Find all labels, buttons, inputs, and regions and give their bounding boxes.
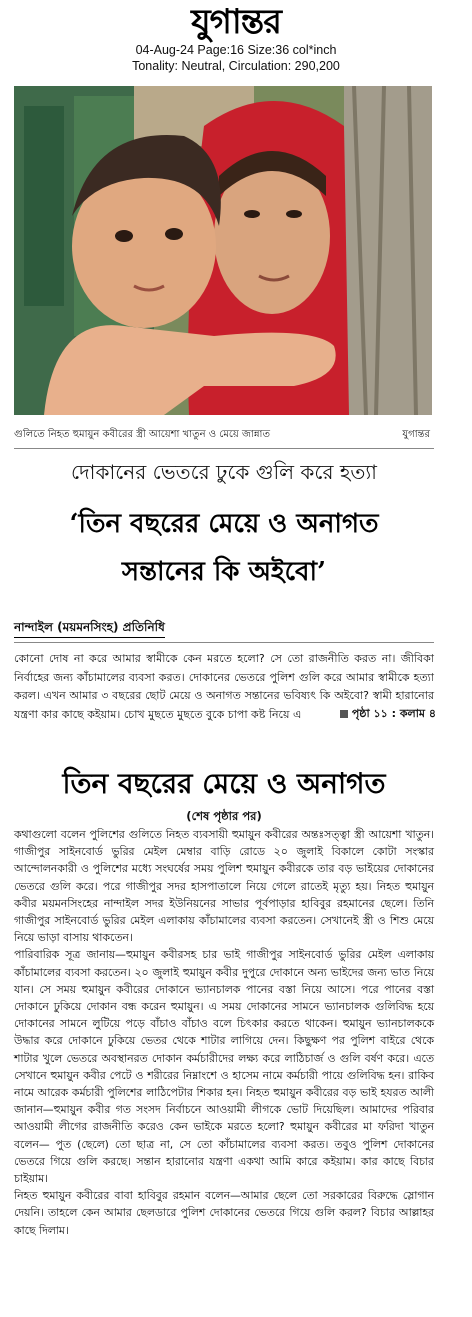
news-photo: [14, 86, 432, 415]
body-paragraph: নিহত হুমায়ুন কবীরের বাবা হাবিবুর রহমান বলেন—আমার ছেলে তো সরকারের বিরুদ্ধে স্লোগান দেয়নি। তাহলে কেন আমার ছেলডারে পুলিশ দোকানের ভেতরে গিয়ে গুলি করল? বিচার আল্লাহর কাছে দিলাম।: [14, 1189, 434, 1237]
square-bullet-icon: [340, 710, 348, 718]
photo-caption: [14, 428, 434, 442]
divider: [14, 448, 434, 449]
body-paragraph: পারিবারিক সূত্র জানায়—হুমায়ুন কবীরসহ চার ভাই গাজীপুর সাইনবোর্ড ভুরির মেইল এলাকায় কাঁচামালের ব্যবসা করতেন। ২০ জুলাই হুমায়ুন কবীর দুপুরে দোকানে অন্য ভাইদের জন্য ভাত নিয়ে যান। সে সময় হুমায়ুন কবীরের দোকানে ভ্যানচালক পানের বস্তা নিয়ে আসে। পরে পানের বস্তা দোকানে ঢুকিয়ে দোকান বন্ধ করেন হুমায়ুন। এ সময় দোকানের সামনে ভ্যানচালক গুলিবিদ্ধ হয়ে দোকানের সামনে লুটিয়ে পড়ে বাঁচাও বাঁচাও বলে চিৎকার করতে থাকেন। হুমায়ুন ভ্যানচালককে উদ্ধার করে দোকানে ঢুকিয়ে ভেতর থেকে শাটার লাগিয়ে দেন। কিছুক্ষণ পর পুলিশ বাইরে থেকে শাটার খুলে ভেতরে অবস্থানরত দোকান কর্মচারীদের লক্ষ্য করে লাঠিচার্জ ও গুলি বর্ষণ করে। এতে সেখানে হুমায়ুন কবীর পেটে ও শরীরের নিম্নাংশে ও হাসেম নামে কর্মচারী পায়ে গুলিবিদ্ধ হন। রাকিব নামে আরেক কর্মচারী পুলিশের লাঠিপেটার শিকার হন। নিহত হুমায়ুন কবীরের বড় ভাই হযরত আলী জানান—হুমায়ুন কবীর গত সংসদ নির্বাচনে আওয়ামী লীগকে ভোট দিয়েছিল। আমাদের পরিবার আওয়ামী লীগের রাজনীতি করেও কেন ভাইকে মরতে হলো? হুমায়ুন কবীরের মা ফরিদা খাতুন বলেন— পুত (ছেলে) তো ছাত্র না, সে তো কাঁচামালের ব্যবসা করত। তবুও পুলিশ দোকানের ভেতরে গিয়ে গুলি করছে। সন্তান হারানোর যন্ত্রণা একথা আমি কারে কইয়াম। কার কাছে বিচার চাইয়াম।: [14, 948, 434, 1186]
jump-text: পৃষ্ঠা ১১ : কলাম ৪: [351, 707, 436, 720]
caption-text: গুলিতে নিহত হুমায়ুন কবীরের স্ত্রী আয়েশা খাতুন ও মেয়ে জান্নাত: [14, 429, 270, 440]
continuation-title: তিন বছরের মেয়ে ও অনাগত: [62, 767, 386, 800]
headline-line-1: ‘তিন বছরের মেয়ে ও অনাগত: [69, 509, 379, 539]
photo-mother-and-child-icon: [14, 86, 432, 415]
headline-line-2: সন্তানের কি অইবো’: [121, 557, 327, 587]
clip-meta-line1: 04-Aug-24 Page:16 Size:36 col*inch: [135, 43, 337, 57]
main-headline: [14, 500, 434, 596]
lead-paragraph: কোনো দোষ না করে আমার স্বামীকে কেন মরতে হলো? সে তো রাজনীতি করত না। জীবিকা নির্বাহের জন্য কাঁচামালের ব্যবসা করত। দোকানের ভেতরে পুলিশ গুলি করে আমার স্বামীকে হত্যা করল। এখন আমার ৩ বছরের ছোট মেয়ে ও অনাগত সন্তানের ভবিষ্যৎ কি অইবো? স্বামী হারানোর যন্ত্রণা কার কাছে কইয়াম। চোখ মুছতে মুছতে বুকে চাপা কষ্ট নিয়ে এ: [14, 652, 434, 721]
kicker-headline: দোকানের ভেতরে ঢুকে গুলি করে হত্যা: [71, 460, 377, 484]
masthead: [0, 2, 472, 74]
body-paragraph: কথাগুলো বলেন পুলিশের গুলিতে নিহত ব্যবসায়ী হুমায়ুন কবীরের অন্তঃসত্ত্বা স্ত্রী আয়েশা খাতুন। গাজীপুর সাইনবোর্ড ভুরির মেইল মেম্বার বাড়ি রোডে ২০ জুলাই বিকালে কোটা সংস্কার আন্দোলনকারী ও পুলিশের মধ্যে সংঘর্ষের সময় পুলিশ হুমায়ুন কবীরকে তার বড় ভাইয়ের দোকানের ভেতরে গুলি করে। পরে গাজীপুর সদর হাসপাতালে নিয়ে গেলে রাতেই মৃত্যু হয়। নিহত হুমায়ুন কবীর ময়মনসিংহের নান্দাইল সদর ইউনিয়নের সাভার পূর্বপাড়ার হাবিবুর রহমানের ছেলে। তিনি গাজীপুর সাইনবোর্ড ভুরির মেইল এলাকায় কাঁচামালের ব্যবসা করতেন। সেখানেই স্ত্রী ও শিশু মেয়ে নিয়ে ভাড়া বাসায় থাকতেন।: [14, 828, 434, 945]
photo-credit: যুগান্তর: [402, 429, 430, 440]
byline: নান্দাইল (ময়মনসিংহ) প্রতিনিধি: [14, 618, 165, 638]
clip-meta-line2: Tonality: Neutral, Circulation: 290,200: [132, 59, 340, 73]
jump-line: [326, 705, 436, 723]
continuation-subtitle: (শেষ পৃষ্ঠার পর): [186, 809, 262, 823]
divider: [14, 642, 434, 643]
article-body: [14, 826, 434, 1239]
newspaper-logo: যুগান্তর: [191, 2, 281, 42]
